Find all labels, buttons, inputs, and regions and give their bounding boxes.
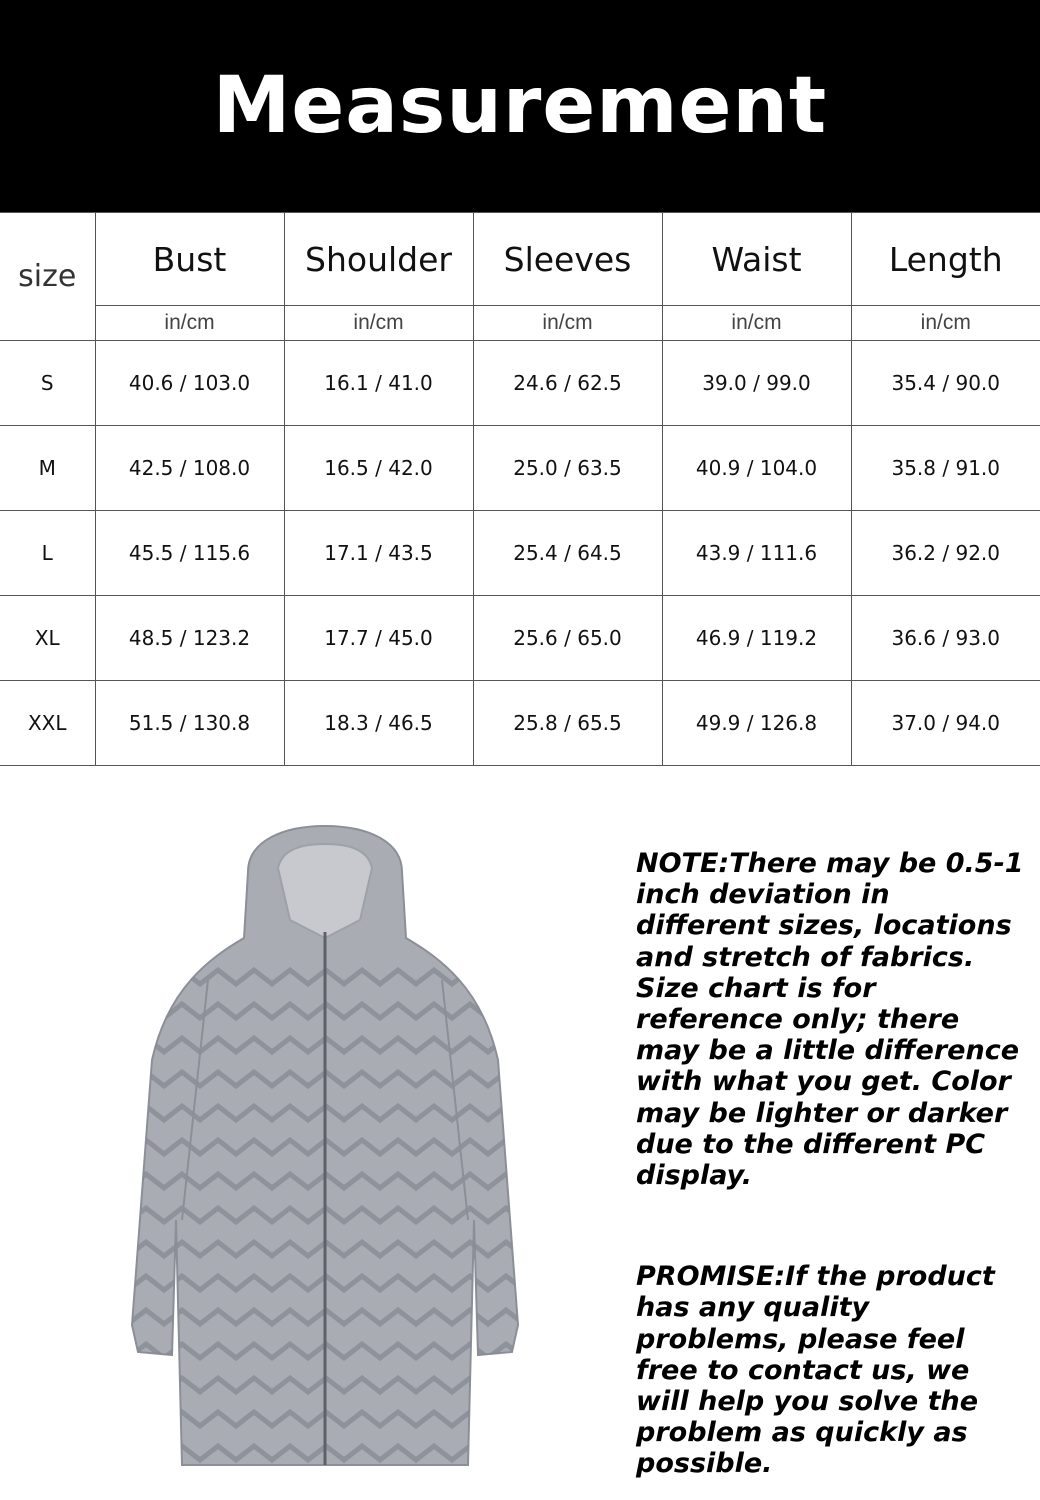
size-column-header: size	[0, 213, 95, 341]
measurement-cell: 24.6 / 62.5	[473, 341, 662, 426]
measurement-cell: 18.3 / 46.5	[284, 681, 473, 766]
measurement-cell: 46.9 / 119.2	[662, 596, 851, 681]
column-header-sleeves: Sleeves	[473, 213, 662, 306]
measurement-cell: 35.4 / 90.0	[851, 341, 1040, 426]
column-header-bust: Bust	[95, 213, 284, 306]
measurement-cell: 43.9 / 111.6	[662, 511, 851, 596]
note-text: NOTE:There may be 0.5-1 inch deviation in different sizes, locations and stretch of fabrics. Size chart is for reference only; there may be a little difference with what you get. Color may be lighter or darker due to the different PC display.	[636, 848, 1024, 1192]
size-cell: XXL	[0, 681, 95, 766]
table-row	[0, 341, 1040, 426]
measurement-cell: 25.4 / 64.5	[473, 511, 662, 596]
size-cell: M	[0, 426, 95, 511]
table-row	[0, 596, 1040, 681]
size-cell: XL	[0, 596, 95, 681]
measurement-cell: 25.0 / 63.5	[473, 426, 662, 511]
size-rows	[0, 341, 1040, 766]
measurement-cell: 48.5 / 123.2	[95, 596, 284, 681]
measurement-cell: 16.1 / 41.0	[284, 341, 473, 426]
measurement-cell: 35.8 / 91.0	[851, 426, 1040, 511]
unit-label: in/cm	[851, 306, 1040, 341]
unit-label: in/cm	[284, 306, 473, 341]
column-header-length: Length	[851, 213, 1040, 306]
measurement-cell: 40.9 / 104.0	[662, 426, 851, 511]
unit-label: in/cm	[662, 306, 851, 341]
measurement-cell: 36.6 / 93.0	[851, 596, 1040, 681]
table-row	[0, 426, 1040, 511]
size-cell: L	[0, 511, 95, 596]
measurement-cell: 45.5 / 115.6	[95, 511, 284, 596]
size-cell: S	[0, 341, 95, 426]
measurement-cell: 42.5 / 108.0	[95, 426, 284, 511]
unit-label: in/cm	[95, 306, 284, 341]
title-banner	[0, 0, 1040, 212]
measurement-cell: 36.2 / 92.0	[851, 511, 1040, 596]
measurement-cell: 51.5 / 130.8	[95, 681, 284, 766]
unit-row	[0, 306, 1040, 341]
table-header-row	[0, 213, 1040, 306]
measurement-cell: 49.9 / 126.8	[662, 681, 851, 766]
measurement-cell: 39.0 / 99.0	[662, 341, 851, 426]
measurement-cell: 16.5 / 42.0	[284, 426, 473, 511]
measurement-cell: 25.8 / 65.5	[473, 681, 662, 766]
measurement-cell: 17.1 / 43.5	[284, 511, 473, 596]
promise-text: PROMISE:If the product has any quality problems, please feel free to contact us, we will help you solve the problem as quickly as possible.	[636, 1261, 995, 1480]
column-header-shoulder: Shoulder	[284, 213, 473, 306]
page-title: Measurement	[212, 61, 828, 151]
measurement-cell: 17.7 / 45.0	[284, 596, 473, 681]
coat-illustration	[110, 820, 540, 1490]
unit-label: in/cm	[473, 306, 662, 341]
table-row	[0, 511, 1040, 596]
notes-section	[636, 848, 1026, 1480]
measurement-cell: 37.0 / 94.0	[851, 681, 1040, 766]
size-chart-table	[0, 212, 1040, 766]
measurement-cell: 40.6 / 103.0	[95, 341, 284, 426]
column-header-waist: Waist	[662, 213, 851, 306]
table-row	[0, 681, 1040, 766]
measurement-cell: 25.6 / 65.0	[473, 596, 662, 681]
